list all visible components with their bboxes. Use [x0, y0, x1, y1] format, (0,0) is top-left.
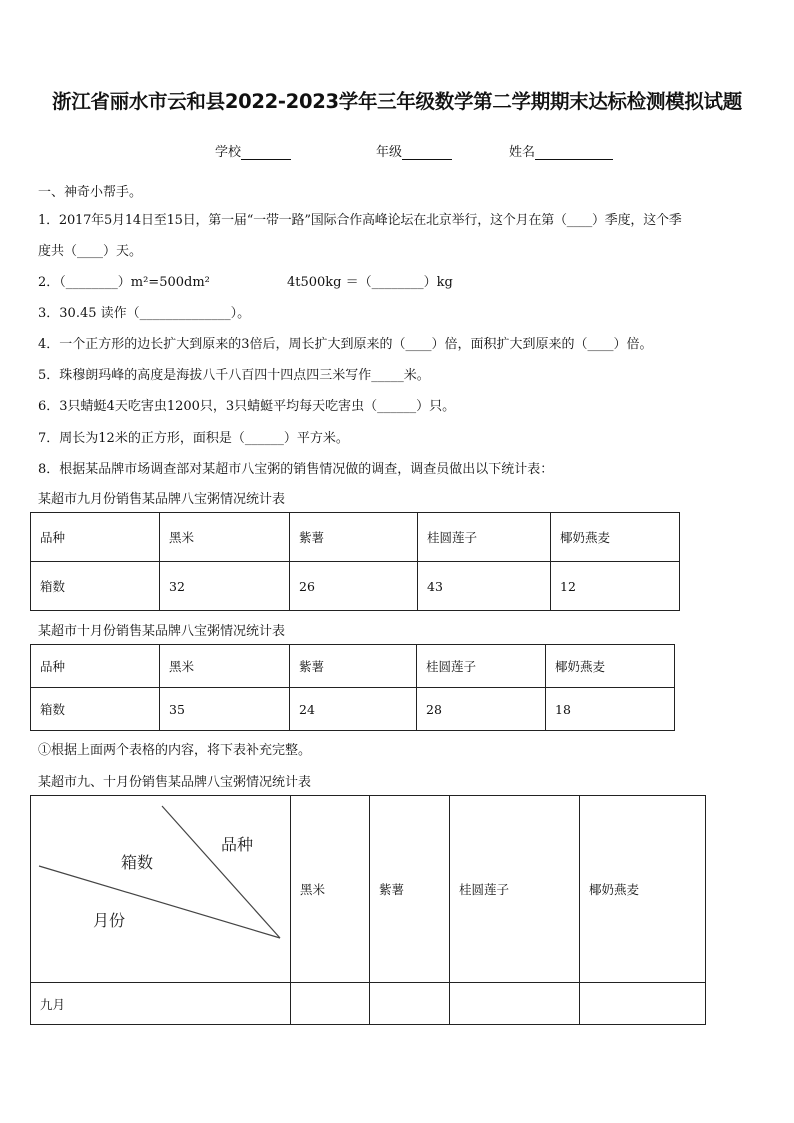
sub-question-1: ①根据上面两个表格的内容，将下表补充完整。 — [38, 743, 312, 758]
table-1-data-row — [31, 562, 680, 611]
table-cell: 紫薯 — [370, 796, 450, 983]
table-1 — [30, 512, 680, 611]
table-cell: 椰奶燕麦 — [546, 645, 675, 688]
table-cell: 椰奶燕麦 — [551, 513, 680, 562]
school-field — [215, 141, 291, 160]
diagonal-label-boxes: 箱数 — [121, 853, 154, 872]
table-cell: 箱数 — [31, 562, 160, 611]
diagonal-line-upper — [162, 806, 280, 938]
answer-cell[interactable] — [580, 983, 706, 1025]
table-3-row-september — [31, 983, 706, 1025]
diagonal-line-lower — [39, 866, 280, 938]
question-1-line-1: 1．2017年5月14日至15日，第一届“一带一路”国际合作高峰论坛在北京举行，这个月在第（____）季度，这个季 — [38, 213, 682, 228]
table-cell: 黑米 — [291, 796, 370, 983]
question-5: 5．珠穆朗玛峰的高度是海拔八千八百四十四点四三米写作_____米。 — [38, 368, 430, 383]
diagonal-lines — [31, 796, 290, 983]
table-cell: 18 — [546, 688, 675, 731]
table-cell: 椰奶燕麦 — [580, 796, 706, 983]
grade-field — [376, 141, 452, 160]
question-7: 7．周长为12米的正方形，面积是（______）平方米。 — [38, 431, 349, 446]
question-2-part-a: 2．（________）m²=500dm² — [38, 275, 210, 290]
answer-cell[interactable] — [370, 983, 450, 1025]
name-field — [509, 141, 613, 160]
question-2-part-b: 4t500kg ＝（________）kg — [287, 275, 453, 290]
diagonal-header-cell — [31, 796, 291, 983]
page-title: 浙江省丽水市云和县2022-2023学年三年级数学第二学期期末达标检测模拟试题 — [52, 90, 742, 113]
table-cell: 紫薯 — [290, 645, 417, 688]
table-cell: 九月 — [31, 983, 291, 1025]
table-1-header-row — [31, 513, 680, 562]
table-3-header-row — [31, 796, 706, 983]
question-8: 8．根据某品牌市场调查部对某超市八宝粥的销售情况做的调查，调查员做出以下统计表： — [38, 462, 554, 477]
table-2-data-row — [31, 688, 675, 731]
table-cell: 黑米 — [160, 513, 290, 562]
table-cell: 43 — [418, 562, 551, 611]
name-blank[interactable] — [535, 145, 613, 160]
table-cell: 桂圆莲子 — [417, 645, 546, 688]
table-cell: 32 — [160, 562, 290, 611]
name-label: 姓名 — [509, 145, 536, 160]
table-cell: 26 — [290, 562, 418, 611]
question-6: 6．3只蜻蜓4天吃害虫1200只，3只蜻蜓平均每天吃害虫（______）只。 — [38, 399, 456, 414]
answer-cell[interactable] — [450, 983, 580, 1025]
table-cell: 12 — [551, 562, 680, 611]
table-cell: 紫薯 — [290, 513, 418, 562]
table-cell: 箱数 — [31, 688, 160, 731]
table-cell: 28 — [417, 688, 546, 731]
table-cell: 品种 — [31, 513, 160, 562]
table-3 — [30, 795, 706, 1025]
table-cell: 桂圆莲子 — [450, 796, 580, 983]
section-heading: 一、神奇小帮手。 — [38, 185, 143, 200]
grade-blank[interactable] — [402, 145, 452, 160]
school-label: 学校 — [215, 145, 242, 160]
question-3: 3．30.45 读作（______________）。 — [38, 306, 251, 321]
diagonal-label-variety: 品种 — [221, 835, 254, 854]
question-1-line-2: 度共（____）天。 — [38, 244, 143, 259]
table-cell: 黑米 — [160, 645, 290, 688]
table-cell: 桂圆莲子 — [418, 513, 551, 562]
table-cell: 24 — [290, 688, 417, 731]
answer-cell[interactable] — [291, 983, 370, 1025]
table-cell: 品种 — [31, 645, 160, 688]
school-blank[interactable] — [241, 145, 291, 160]
question-4: 4．一个正方形的边长扩大到原来的3倍后，周长扩大到原来的（____）倍，面积扩大到原来的（____）倍。 — [38, 337, 653, 352]
table-2 — [30, 644, 675, 731]
table-1-caption: 某超市九月份销售某品牌八宝粥情况统计表 — [38, 492, 286, 507]
diagonal-label-month: 月份 — [93, 911, 126, 930]
grade-label: 年级 — [376, 145, 403, 160]
table-2-header-row — [31, 645, 675, 688]
table-3-caption: 某超市九、十月份销售某品牌八宝粥情况统计表 — [38, 775, 312, 790]
table-2-caption: 某超市十月份销售某品牌八宝粥情况统计表 — [38, 624, 286, 639]
table-cell: 35 — [160, 688, 290, 731]
